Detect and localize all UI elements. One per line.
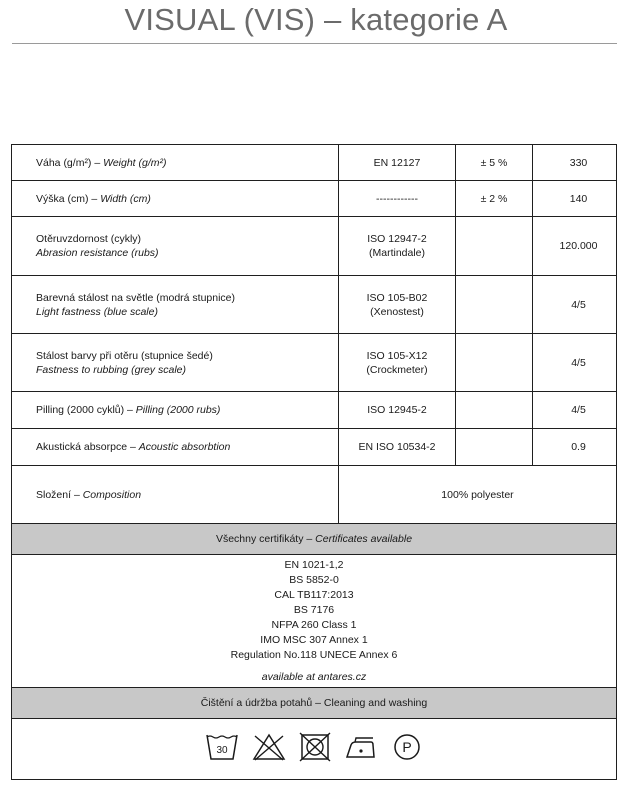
- title-divider: [12, 43, 617, 44]
- certificates-row: [12, 555, 617, 688]
- standard-cell: EN ISO 10534-2: [339, 429, 456, 466]
- standard-cell: ISO 12947-2 (Martindale): [339, 217, 456, 276]
- certificate-item: EN 1021-1,2: [284, 558, 344, 571]
- tolerance-cell: [456, 429, 533, 466]
- tolerance-cell: [456, 392, 533, 429]
- care-row: [12, 719, 617, 780]
- table-row: [12, 217, 617, 276]
- care-symbols: [12, 719, 617, 780]
- care-header-row: [12, 688, 617, 719]
- svg-text:P: P: [402, 739, 412, 755]
- standard-cell: EN 12127: [339, 145, 456, 181]
- standard-cell: ISO 105-X12 (Crockmeter): [339, 334, 456, 392]
- tolerance-cell: [456, 217, 533, 276]
- tolerance-cell: ± 2 %: [456, 181, 533, 217]
- value-cell: 330: [533, 145, 617, 181]
- table-row: [12, 429, 617, 466]
- property-label: Výška (cm) – Width (cm): [12, 181, 339, 217]
- property-label: Pilling (2000 cyklů) – Pilling (2000 rubs): [12, 392, 339, 429]
- property-label: Otěruvzdornost (cykly) Abrasion resistance (rubs): [12, 217, 339, 276]
- certificate-item: IMO MSC 307 Annex 1: [260, 633, 368, 646]
- table-row: [12, 276, 617, 334]
- property-label: Barevná stálost na světle (modrá stupnice) Light fastness (blue scale): [12, 276, 339, 334]
- composition-value: 100% polyester: [339, 466, 617, 524]
- value-cell: 140: [533, 181, 617, 217]
- value-cell: 120.000: [533, 217, 617, 276]
- value-cell: 4/5: [533, 276, 617, 334]
- iron-low-icon: [343, 732, 379, 766]
- table-row: [12, 145, 617, 181]
- care-header: Čištění a údržba potahů – Cleaning and washing: [12, 688, 617, 719]
- spec-table: [11, 144, 617, 780]
- property-label: Váha (g/m²) – Weight (g/m²): [12, 145, 339, 181]
- table-row: [12, 334, 617, 392]
- certificates-list: [12, 555, 617, 688]
- property-label: Akustická absorpce – Acoustic absorbtion: [12, 429, 339, 466]
- page-title: VISUAL (VIS) – kategorie A: [124, 2, 508, 37]
- certificate-item: CAL TB117:2013: [274, 588, 354, 601]
- do-not-bleach-icon: [251, 732, 287, 766]
- table-row: [12, 392, 617, 429]
- certificates-header: Všechny certifikáty – Certificates available: [12, 524, 617, 555]
- standard-cell: ISO 105-B02 (Xenostest): [339, 276, 456, 334]
- property-label: Stálost barvy při otěru (stupnice šedé) Fastness to rubbing (grey scale): [12, 334, 339, 392]
- table-row: [12, 181, 617, 217]
- certificates-header-row: [12, 524, 617, 555]
- standard-cell: ISO 12945-2: [339, 392, 456, 429]
- dry-clean-p-icon: [391, 732, 423, 766]
- value-cell: 4/5: [533, 334, 617, 392]
- value-cell: 4/5: [533, 392, 617, 429]
- certificate-item: BS 7176: [293, 603, 335, 616]
- svg-text:30: 30: [216, 745, 228, 756]
- tolerance-cell: [456, 276, 533, 334]
- certificate-item: Regulation No.118 UNECE Annex 6: [230, 648, 398, 661]
- value-cell: 0.9: [533, 429, 617, 466]
- tolerance-cell: [456, 334, 533, 392]
- do-not-tumble-dry-icon: [299, 732, 331, 766]
- tolerance-cell: ± 5 %: [456, 145, 533, 181]
- certificate-item: NFPA 260 Class 1: [271, 618, 357, 631]
- standard-cell: ------------: [339, 181, 456, 217]
- composition-label: Složení – Composition: [12, 466, 339, 524]
- certificate-item: BS 5852-0: [289, 573, 339, 586]
- certificates-note: available at antares.cz: [261, 670, 367, 683]
- wash-30-icon: [205, 732, 239, 766]
- composition-row: [12, 466, 617, 524]
